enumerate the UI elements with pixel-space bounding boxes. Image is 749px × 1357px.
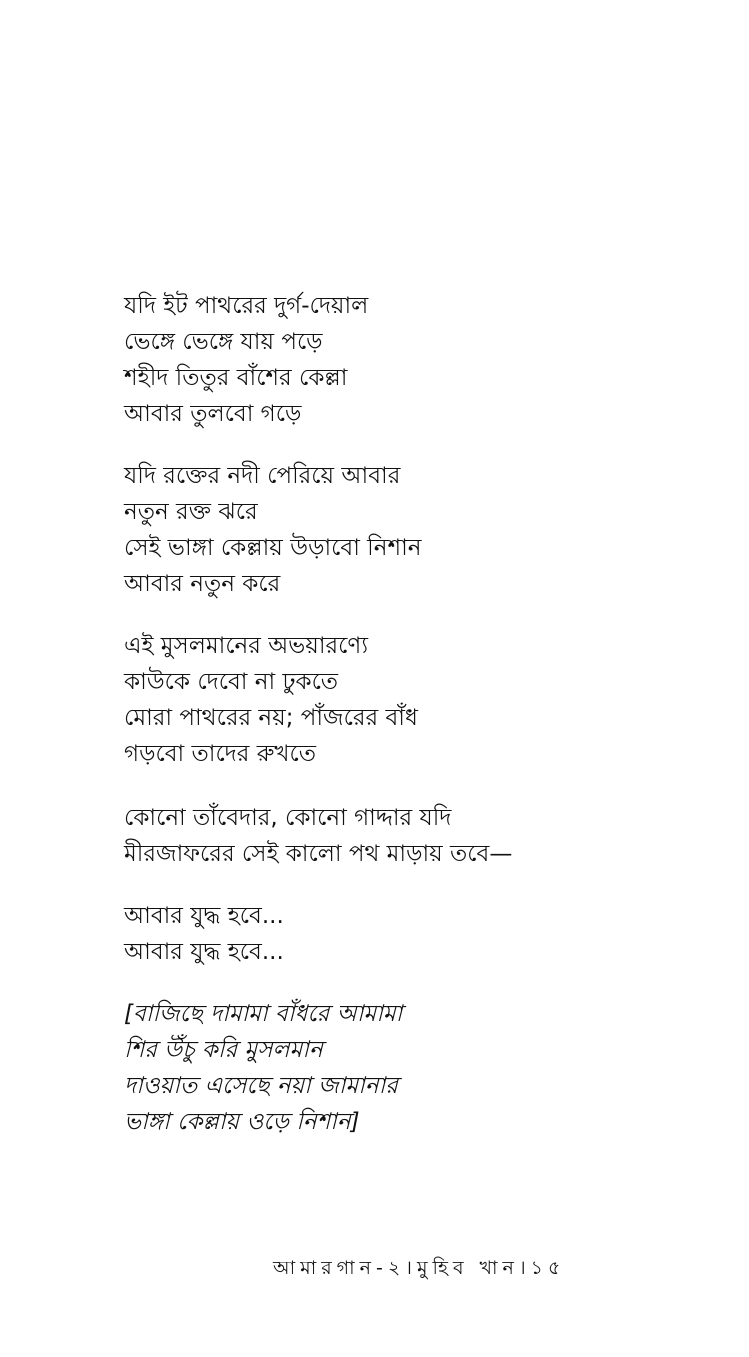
chorus-line: শির উঁচু করি মুসলমান [124,1037,323,1063]
page-footer: আমারগান-২।মুহিব খান।১৫ [273,1257,566,1279]
stanza-4 [124,800,684,872]
poem-line: আবার নতুন করে [124,571,281,597]
stanza-1 [124,288,684,432]
poem-line: যদি রক্তের নদী পেরিয়ে আবার [124,463,401,489]
stanza-gap [124,970,684,996]
poem-line: আবার যুদ্ধ হবে... [124,939,284,965]
poem-line: কোনো তাঁবেদার, কোনো গাদ্দার যদি [124,805,452,831]
poem-line: আবার তুলবো গড়ে [124,401,302,427]
poem-line: ভেঙ্গে ভেঙ্গে যায় পড়ে [124,329,323,355]
chorus-line: ভাঙ্গা কেল্লায় ওড়ে নিশান] [124,1109,360,1135]
poem-line: শহীদ তিতুর বাঁশের কেল্লা [124,365,348,391]
stanza-gap [124,432,684,458]
chorus-line: দাওয়াত এসেছে নয়া জামানার [124,1073,398,1099]
poem-line: মীরজাফরের সেই কালো পথ মাড়ায় তবে— [124,841,513,867]
stanza-2 [124,458,684,602]
poem [124,288,684,1140]
poem-line: এই মুসলমানের অভয়ারণ্যে [124,633,368,659]
poem-line: সেই ভাঙ্গা কেল্লায় উড়াবো নিশান [124,535,422,561]
poem-line: কাউকে দেবো না ঢুকতে [124,669,339,695]
stanza-3 [124,628,684,772]
stanza-gap [124,872,684,898]
stanza-5 [124,898,684,970]
stanza-gap [124,602,684,628]
poem-line: নতুন রক্ত ঝরে [124,499,258,525]
stanza-gap [124,772,684,800]
poem-line: গড়বো তাদের রুখতে [124,741,316,767]
poem-line: যদি ইট পাথরের দুর্গ-দেয়াল [124,293,369,319]
chorus-stanza [124,996,684,1140]
poem-line: মোরা পাথরের নয়; পাঁজরের বাঁধ [124,705,418,731]
poem-line: আবার যুদ্ধ হবে... [124,903,284,929]
chorus-line: [বাজিছে দামামা বাঁধরে আমামা [124,1001,403,1027]
